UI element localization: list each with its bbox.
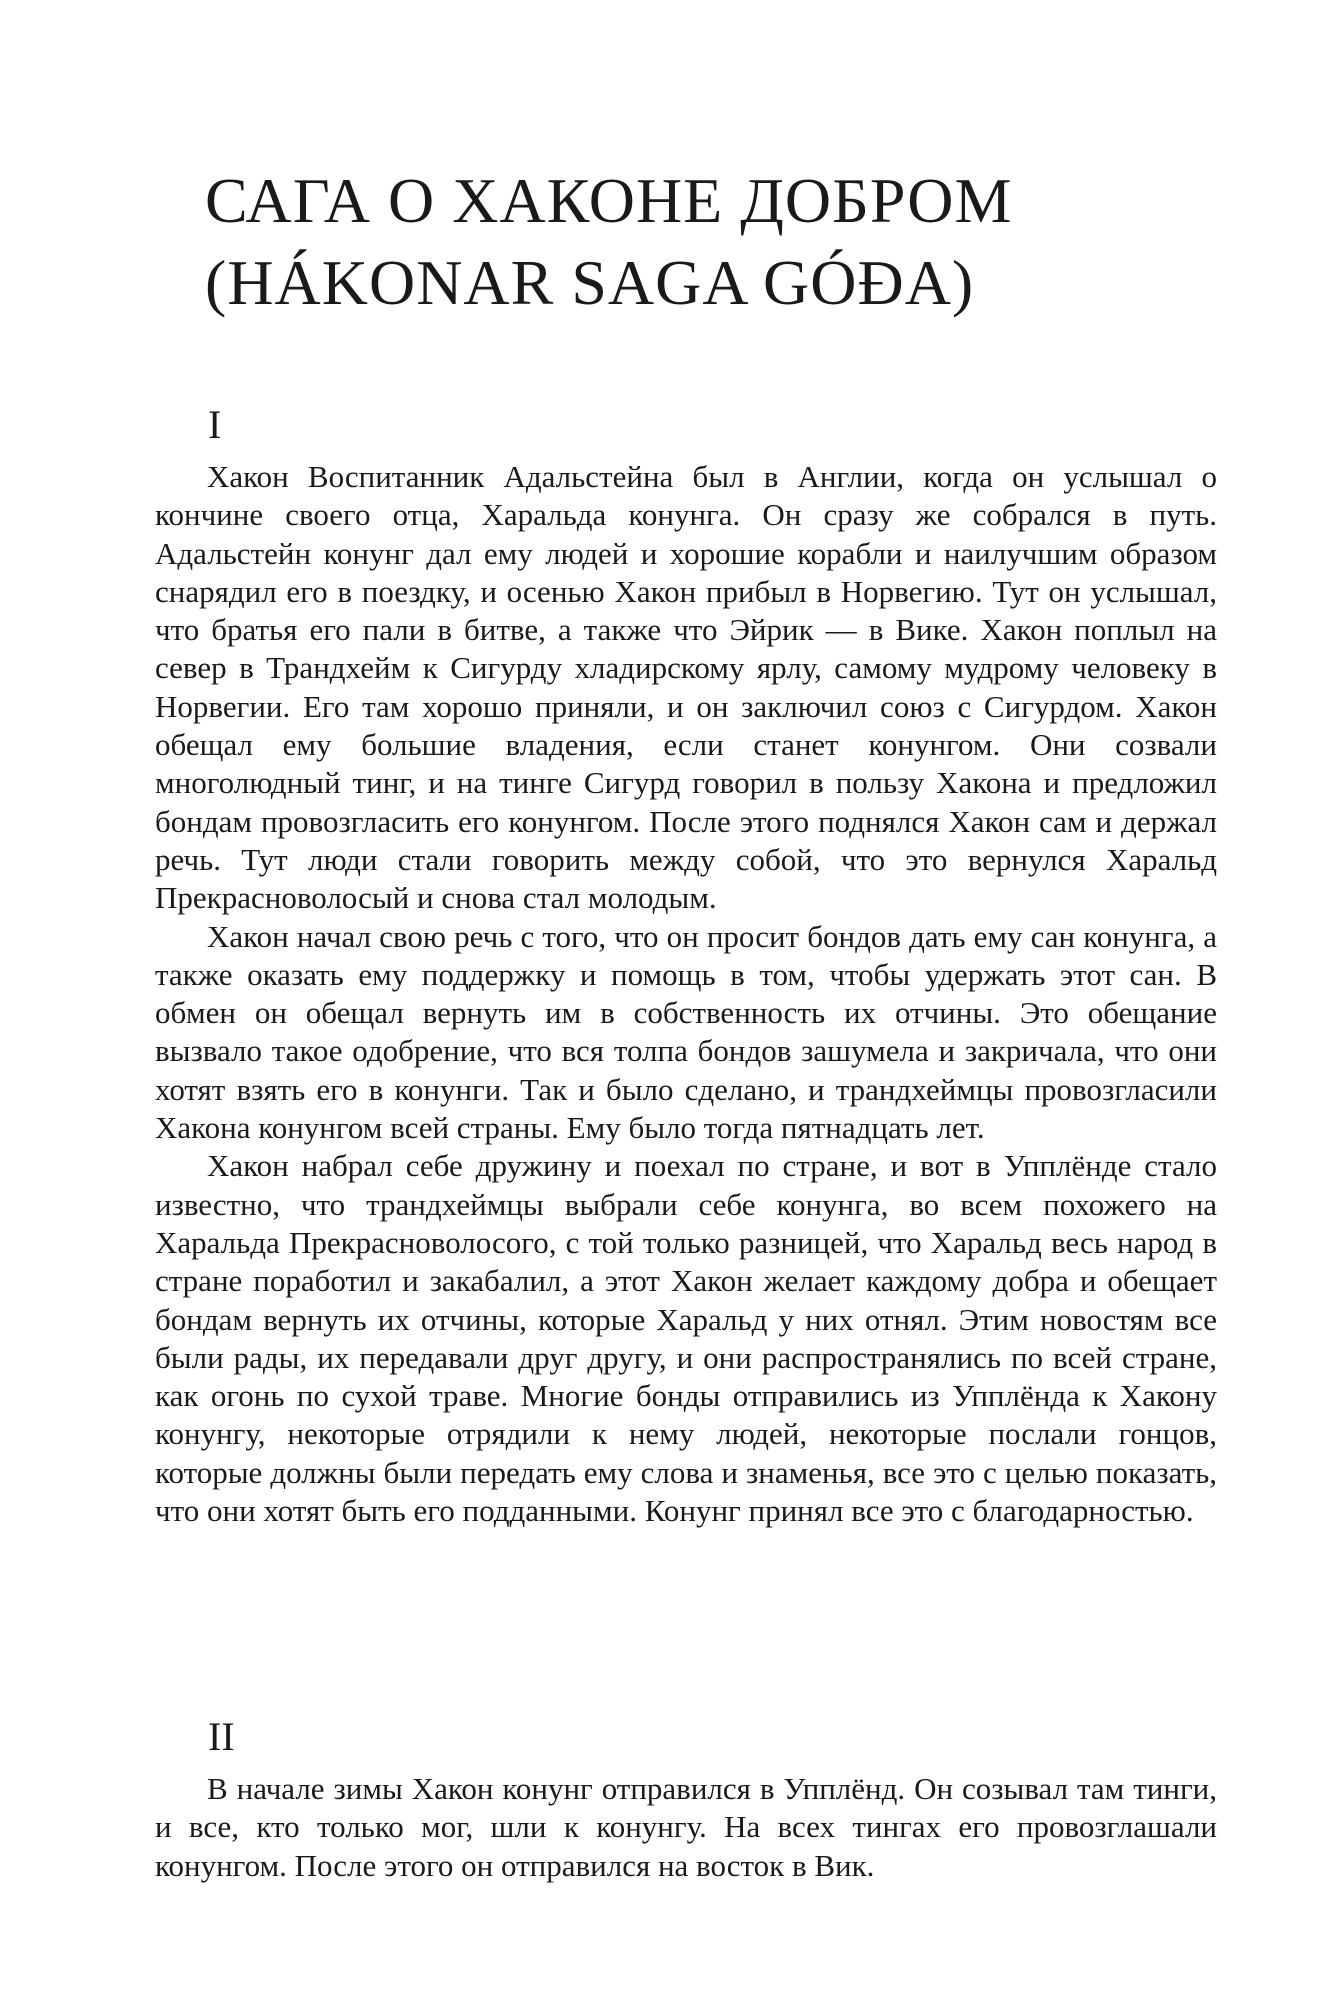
paragraph: Хакон Воспитанник Адальстейна был в Англии, когда он услышал о кончине своего отца, Харальда конунга. Он сразу же собрался в путь. Адальстейн конунг дал ему людей и хорошие корабли и наилучшим образом снарядил его в поездку, и осенью Хакон прибыл в Норвегию. Тут он услышал, что братья его пали в битве, а также что Эйрик — в Вике. Хакон поплыл на север в Трандхейм к Сигурду хладирскому ярлу, самому мудрому человеку в Норвегии. Его там хорошо приняли, и он заключил союз с Сигурдом. Хакон обещал ему большие владения, если станет конунгом. Они созвали многолюдный тинг, и на тинге Сигурд говорил в пользу Хакона и предложил бондам провозгласить его конунгом. После этого поднялся Хакон сам и держал речь. Тут люди стали говорить между собой, что это вернулся Харальд Прекрасноволосый и снова стал молодым. xyxy=(155,459,1217,916)
saga-title xyxy=(205,160,1205,324)
chapter-number-2: II xyxy=(208,1714,235,1759)
saga-title-old-norse: (HÁKONAR SAGA GÓÐA) xyxy=(205,247,975,318)
chapter-number-1: I xyxy=(208,402,222,447)
chapter-2-text xyxy=(155,1770,1217,1885)
paragraph: Хакон набрал себе дружину и поехал по стране, и вот в Упплёнде стало известно, что трандхеймцы выбрали себе конунга, во всем похожего на Харальда Прекрасноволосого, с той только разницей, что Харальд весь народ в стране поработил и закабалил, а этот Хакон желает каждому добра и обещает бондам вернуть их отчины, которые Харальд у них отнял. Этим новостям все были рады, их передавали друг другу, и они распространялись по всей стране, как огонь по сухой траве. Многие бонды отправились из Упплёнда к Хакону конунгу, некоторые отрядили к нему людей, некоторые послали гонцов, которые должны были передать ему слова и знаменья, все это с целью показать, что они хотят быть его подданными. Конунг принял все это с благодарностью. xyxy=(155,1148,1217,1529)
paragraph: В начале зимы Хакон конунг отправился в Упплёнд. Он созывал там тинги, и все, кто только мог, шли к конунгу. На всех тингах его провозглашали конунгом. После этого он отправился на восток в Вик. xyxy=(155,1771,1217,1883)
saga-title-russian: САГА О ХАКОНЕ ДОБРОМ xyxy=(205,165,1013,236)
chapter-1-text xyxy=(155,458,1217,1530)
paragraph: Хакон начал свою речь с того, что он просит бондов дать ему сан конунга, а также оказать ему поддержку и помощь в том, чтобы удержать этот сан. В обмен он обещал вернуть им в собственность их отчины. Это обещание вызвало такое одобрение, что вся толпа бондов зашумела и закричала, что они хотят взять его в конунги. Так и было сделано, и трандхеймцы провозгласили Хакона конунгом всей страны. Ему было тогда пятнадцать лет. xyxy=(155,918,1217,1146)
